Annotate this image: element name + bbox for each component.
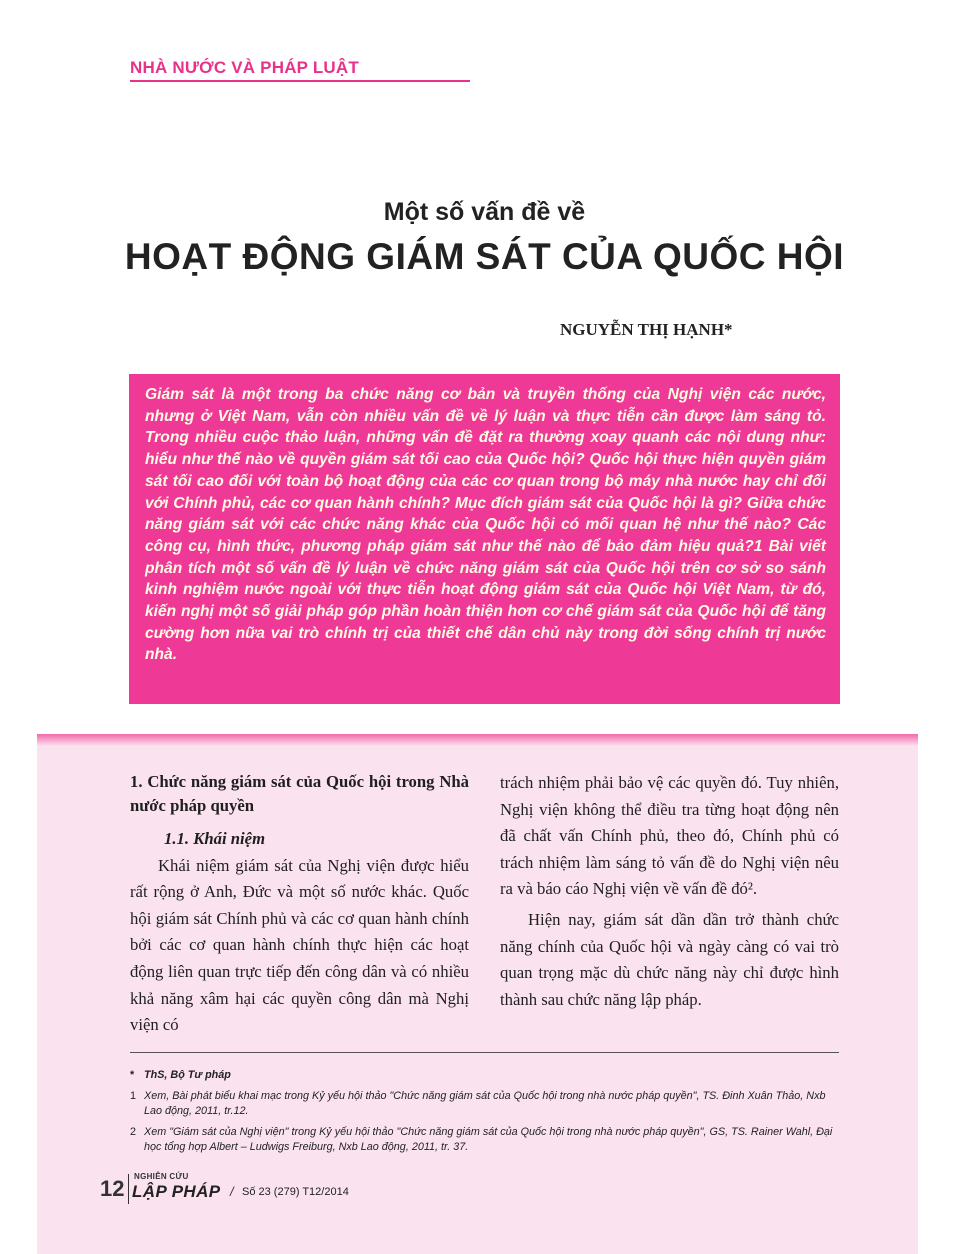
- article-title: HOẠT ĐỘNG GIÁM SÁT CỦA QUỐC HỘI: [124, 236, 845, 277]
- paragraph: Hiện nay, giám sát dần dần trở thành chức năng chính của Quốc hội và ngày càng có vai trò quan trọng mặc dù chức năng này chỉ được hình thành sau chức năng lập pháp.: [500, 909, 839, 1009]
- right-column: [500, 770, 839, 1013]
- journal-name: LẬP PHÁP: [132, 1182, 221, 1201]
- footnote-mark: 1: [130, 1089, 137, 1102]
- footnote: [130, 1125, 839, 1156]
- section-label: NHÀ NƯỚC VÀ PHÁP LUẬT: [130, 58, 359, 77]
- section-heading: 1. Chức năng giám sát của Quốc hội trong Nhà nước pháp quyền: [130, 772, 469, 815]
- page-number: 12: [100, 1176, 125, 1201]
- journal-kicker: NGHIÊN CỨU: [134, 1172, 189, 1181]
- article-subtitle: Một số vấn đề về: [383, 198, 586, 226]
- author-name: NGUYỄN THỊ HẠNH*: [560, 320, 733, 339]
- paragraph: trách nhiệm phải bảo vệ các quyền đó. Tuy nhiên, Nghị viện không thể điều tra từng hoạt động nên đã chất vấn Chính phủ, theo đó, Chính phủ có trách nhiệm làm sáng tỏ vấn đề do Nghị viện nêu ra và báo cáo Nghị viện về vấn đề đó².: [500, 773, 839, 899]
- body-panel-top-band: [37, 734, 918, 746]
- page-footer: [100, 1170, 500, 1210]
- subsection-heading: 1.1. Khái niệm: [164, 829, 266, 848]
- left-column: [130, 770, 469, 1039]
- footer-slash: /: [230, 1184, 234, 1199]
- footnote-text: Xem "Giám sát của Nghị viện" trong Kỷ yếu hội thảo "Chức năng giám sát của Quốc hội trong nhà nước pháp quyền", GS, TS. Rainer Wahl, Đại học tổng hợp Albert – Ludwigs Freiburg, Nxb Lao động, 2011, tr. 37.: [144, 1125, 833, 1153]
- footnote-text: ThS, Bộ Tư pháp: [144, 1069, 231, 1081]
- footnote-rule: [130, 1052, 839, 1053]
- section-rule: [130, 80, 470, 82]
- footnote-text: Xem, Bài phát biểu khai mạc trong Kỷ yếu hội thảo "Chức năng giám sát của Quốc hội trong nhà nước pháp quyền", TS. Đinh Xuân Thảo, Nxb Lao động, 2011, tr.12.: [144, 1089, 826, 1117]
- footnote-mark: 2: [130, 1125, 137, 1138]
- footnote-mark: *: [130, 1069, 135, 1081]
- footnote: [130, 1089, 839, 1120]
- issue-number: Số 23 (279) T12/2014: [242, 1186, 349, 1198]
- footer-divider: [128, 1174, 129, 1204]
- paragraph: Khái niệm giám sát của Nghị viện được hiểu rất rộng ở Anh, Đức và một số nước khác. Quốc hội giám sát Chính phủ và các cơ quan hành chính bởi các cơ quan hành chính thực hiện các hoạt động liên quan trực tiếp đến công dân và có nhiều khả năng xâm hại các quyền công dân mà Nghị viện có: [130, 855, 469, 1035]
- footnotes: [130, 1068, 839, 1161]
- footnote: [130, 1068, 839, 1084]
- abstract-box: [129, 374, 840, 704]
- abstract-text: Giám sát là một trong ba chức năng cơ bản và truyền thống của Nghị viện các nước, nhưng ở Việt Nam, vẫn còn nhiều vấn đề về lý luận và thực tiễn cần được làm sáng tỏ. Trong nhiều cuộc thảo luận, những vấn đề đặt ra thường xoay quanh các nội dung như: hiểu như thế nào về quyền giám sát tối cao của Quốc hội? Quốc hội thực hiện quyền giám sát tối cao đối với toàn bộ hoạt động của các cơ quan trong bộ máy nhà nước hay chỉ đối với Chính phủ, các cơ quan hành chính? Mục đích giám sát của Quốc hội là gì? Giữa chức năng giám sát với các chức năng khác của Quốc hội có mối quan hệ như thế nào? Các công cụ, hình thức, phương pháp giám sát như thế nào để bảo đảm hiệu quả?1 Bài viết phân tích một số vấn đề lý luận về chức năng giám sát của Quốc hội trên cơ sở so sánh kinh nghiệm nước ngoài với thực tiễn hoạt động giám sát của Quốc hội Việt Nam, từ đó, kiến nghị một số giải pháp góp phần hoàn thiện hơn cơ chế giám sát của Quốc hội để tăng cường hơn nữa vai trò chính trị của thiết chế dân chủ này trong đời sống chính trị nước nhà.: [145, 386, 826, 664]
